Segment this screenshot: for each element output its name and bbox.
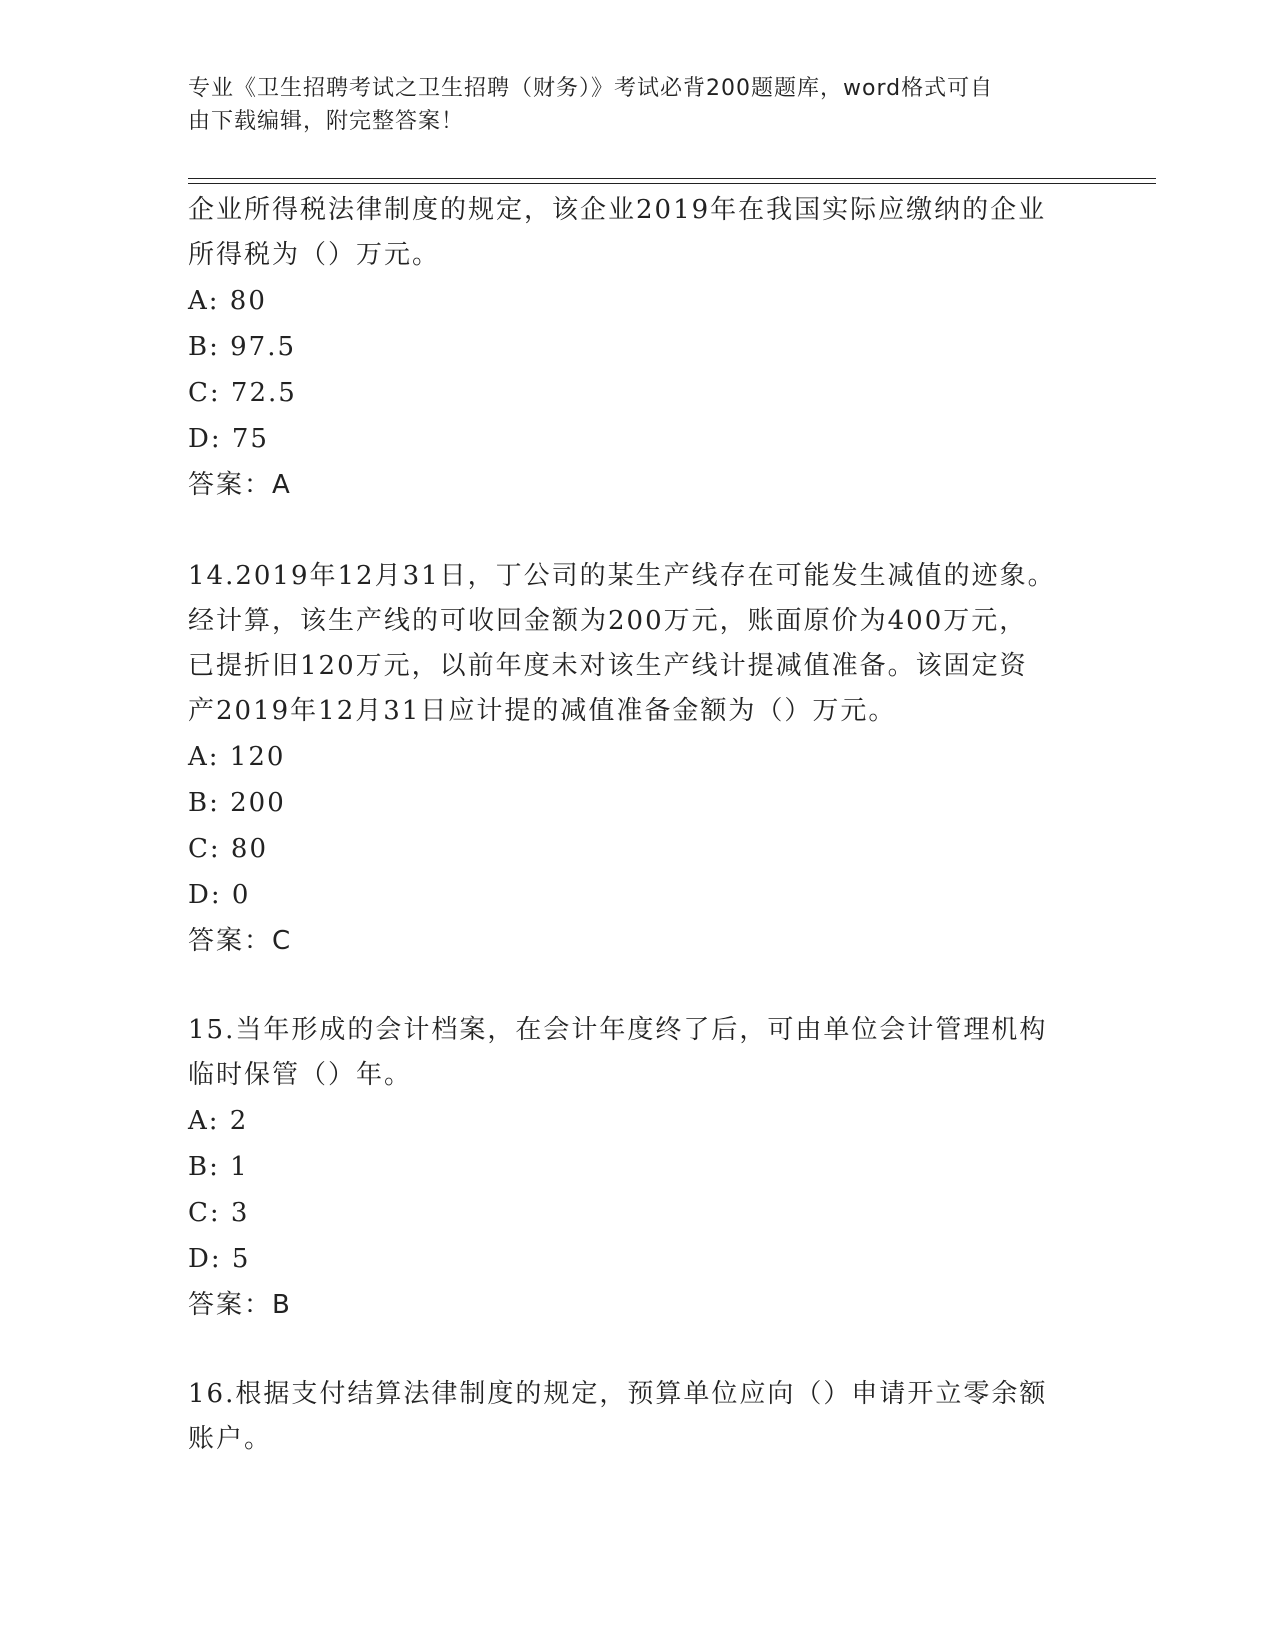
- question-text-line: 已提折旧120万元，以前年度未对该生产线计提减值准备。该固定资: [188, 651, 1028, 681]
- question-text-line: 临时保管（）年。: [188, 1060, 413, 1090]
- question-text-line: 产2019年12月31日应计提的减值准备金额为（）万元。: [188, 696, 897, 726]
- header-line-2: 由下载编辑，附完整答案！: [188, 109, 465, 134]
- question-text-line: 所得税为（）万元。: [188, 240, 441, 270]
- option-a: A: 80: [188, 286, 267, 316]
- question-15: [188, 1008, 1088, 1328]
- option-b: B: 200: [188, 788, 286, 818]
- question-16: [188, 1372, 1088, 1462]
- question-text-line: 经计算，该生产线的可收回金额为200万元，账面原价为400万元，: [188, 606, 1028, 636]
- spacer: [188, 1328, 1088, 1372]
- question-text-line: 14.2019年12月31日，丁公司的某生产线存在可能发生减值的迹象。: [188, 561, 1056, 591]
- option-a: A: 2: [188, 1106, 249, 1136]
- option-b: B: 97.5: [188, 332, 297, 362]
- option-d: D: 75: [188, 424, 269, 454]
- header-divider-bottom: [188, 183, 1156, 184]
- option-a: A: 120: [188, 742, 286, 772]
- question-14: [188, 554, 1088, 964]
- header-line-1: 专业《卫生招聘考试之卫生招聘（财务）》考试必背200题题库，word格式可自: [188, 76, 994, 101]
- option-c: C: 3: [188, 1198, 250, 1228]
- question-text-line: 15.当年形成的会计档案，在会计年度终了后，可由单位会计管理机构: [188, 1015, 1048, 1045]
- option-c: C: 72.5: [188, 378, 297, 408]
- option-c: C: 80: [188, 834, 269, 864]
- question-text-line: 16.根据支付结算法律制度的规定，预算单位应向（）申请开立零余额: [188, 1379, 1048, 1409]
- answer-label: 答案：A: [188, 470, 292, 500]
- question-text-line: 账户。: [188, 1424, 273, 1454]
- page-header: [188, 72, 1068, 138]
- answer-label: 答案：C: [188, 926, 293, 956]
- option-d: D: 0: [188, 880, 251, 910]
- option-d: D: 5: [188, 1244, 251, 1274]
- header-divider-top: [188, 178, 1156, 179]
- question-text-line: 企业所得税法律制度的规定，该企业2019年在我国实际应缴纳的企业: [188, 195, 1047, 225]
- spacer: [188, 964, 1088, 1008]
- question-list: [188, 188, 1088, 1462]
- answer-label: 答案：B: [188, 1290, 292, 1320]
- option-b: B: 1: [188, 1152, 249, 1182]
- spacer: [188, 508, 1088, 554]
- question-13: [188, 188, 1088, 508]
